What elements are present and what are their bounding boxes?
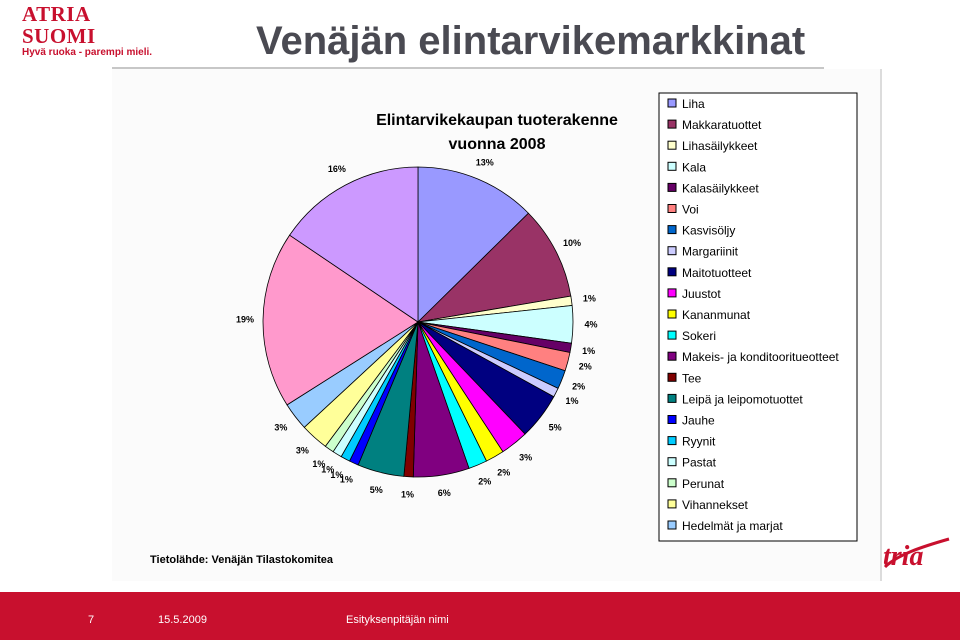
logo-name: ATRIA SUOMI (22, 2, 96, 48)
legend-label: Kasvisöljy (682, 223, 736, 238)
legend-label: Sokeri (682, 329, 717, 344)
presenter-name: Esityksenpitäjän nimi (346, 614, 449, 626)
legend-label: Pastat (682, 455, 717, 470)
slide-title: Venäjän elintarvikemarkkinat (256, 19, 806, 63)
legend-swatch (668, 331, 676, 339)
slice-data-label: 5% (369, 484, 383, 495)
slice-data-label: 2% (478, 476, 492, 487)
legend-label: Tee (682, 371, 702, 386)
legend-swatch (668, 394, 676, 402)
slice-data-label: 1% (312, 458, 326, 469)
slice-data-label: 19% (235, 314, 255, 325)
legend-swatch (668, 373, 676, 381)
logo-tagline: Hyvä ruoka - parempi mieli. (22, 47, 153, 58)
legend-label: Ryynit (682, 434, 716, 449)
legend-label: Voi (682, 202, 699, 217)
legend-label: Liha (682, 97, 705, 111)
legend-label: Hedelmät ja marjat (682, 519, 783, 533)
legend-swatch (668, 521, 676, 529)
atria-suomi-logo (22, 3, 162, 59)
legend-swatch (668, 99, 676, 107)
legend-label: Perunat (682, 476, 725, 491)
legend-item (668, 392, 803, 406)
legend-swatch (668, 352, 676, 360)
legend-label: Makkaratuottet (682, 118, 762, 133)
legend-label: Kalasäilykkeet (682, 181, 759, 196)
legend-label: Jauhe (682, 413, 715, 428)
brand-mark-text: tria (883, 541, 924, 572)
slice-data-label: 2% (578, 361, 592, 372)
legend-item (668, 350, 839, 364)
slice-data-label: 1% (339, 474, 353, 485)
slice-data-label: 2% (572, 381, 586, 392)
pie-chart-figure (112, 69, 882, 581)
legend-swatch (668, 310, 676, 318)
slice-data-label: 6% (437, 488, 451, 498)
chart-title-line: Elintarvikekaupan tuoterakenne (376, 112, 618, 129)
chart-title-line: vuonna 2008 (448, 136, 546, 153)
legend-label: Vihannekset (682, 497, 748, 512)
legend-label: Leipä ja leipomotuottet (682, 392, 803, 407)
footer-date: 15.5.2009 (158, 614, 207, 626)
legend-swatch (668, 162, 676, 170)
legend-swatch (668, 226, 676, 234)
slice-data-label: 3% (519, 452, 533, 463)
legend-label: Margariinit (682, 244, 739, 259)
legend-swatch (668, 289, 676, 297)
legend-label: Maitotuotteet (682, 265, 752, 280)
legend-swatch (668, 458, 676, 466)
legend-label: Kananmunat (682, 308, 751, 322)
legend-swatch (668, 500, 676, 508)
legend-swatch (668, 141, 676, 149)
legend-swatch (668, 205, 676, 213)
slice-data-label: 1% (330, 469, 344, 480)
slice-data-label: 13% (475, 157, 494, 168)
legend-label: Lihasäilykkeet (682, 139, 758, 154)
legend-label: Juustot (682, 286, 721, 301)
legend-label: Makeis- ja konditooritueotteet (682, 350, 839, 365)
slice-data-label: 1% (321, 464, 335, 475)
slice-data-label: 1% (582, 293, 596, 304)
slice-data-label: 1% (582, 345, 596, 356)
slice-data-label: 3% (295, 445, 309, 456)
slice-data-label: 5% (548, 422, 562, 433)
slice-data-label: 1% (565, 395, 579, 406)
legend-item (668, 118, 762, 132)
footer-bar (0, 592, 960, 640)
legend-swatch (668, 437, 676, 445)
legend (659, 93, 857, 541)
legend-swatch (668, 479, 676, 487)
legend-swatch (668, 268, 676, 276)
legend-swatch (668, 120, 676, 128)
legend-swatch (668, 247, 676, 255)
slice-data-label: 16% (327, 164, 346, 175)
legend-swatch (668, 416, 676, 424)
legend-label: Kala (682, 160, 707, 175)
pie-chart-svg (112, 69, 880, 581)
slice-data-label: 2% (497, 467, 511, 478)
slice-data-label: 4% (584, 319, 598, 330)
atria-brand-mark (875, 525, 955, 575)
legend-item (668, 181, 759, 195)
chart-source: Tietolähde: Venäjän Tilastokomitea (150, 554, 333, 566)
slice-data-label: 3% (274, 422, 288, 433)
legend-swatch (668, 183, 676, 191)
page-number: 7 (88, 614, 95, 626)
slice-data-label: 10% (562, 238, 582, 249)
legend-item (668, 139, 758, 153)
legend-item (668, 519, 783, 533)
slice-data-label: 1% (400, 489, 415, 500)
